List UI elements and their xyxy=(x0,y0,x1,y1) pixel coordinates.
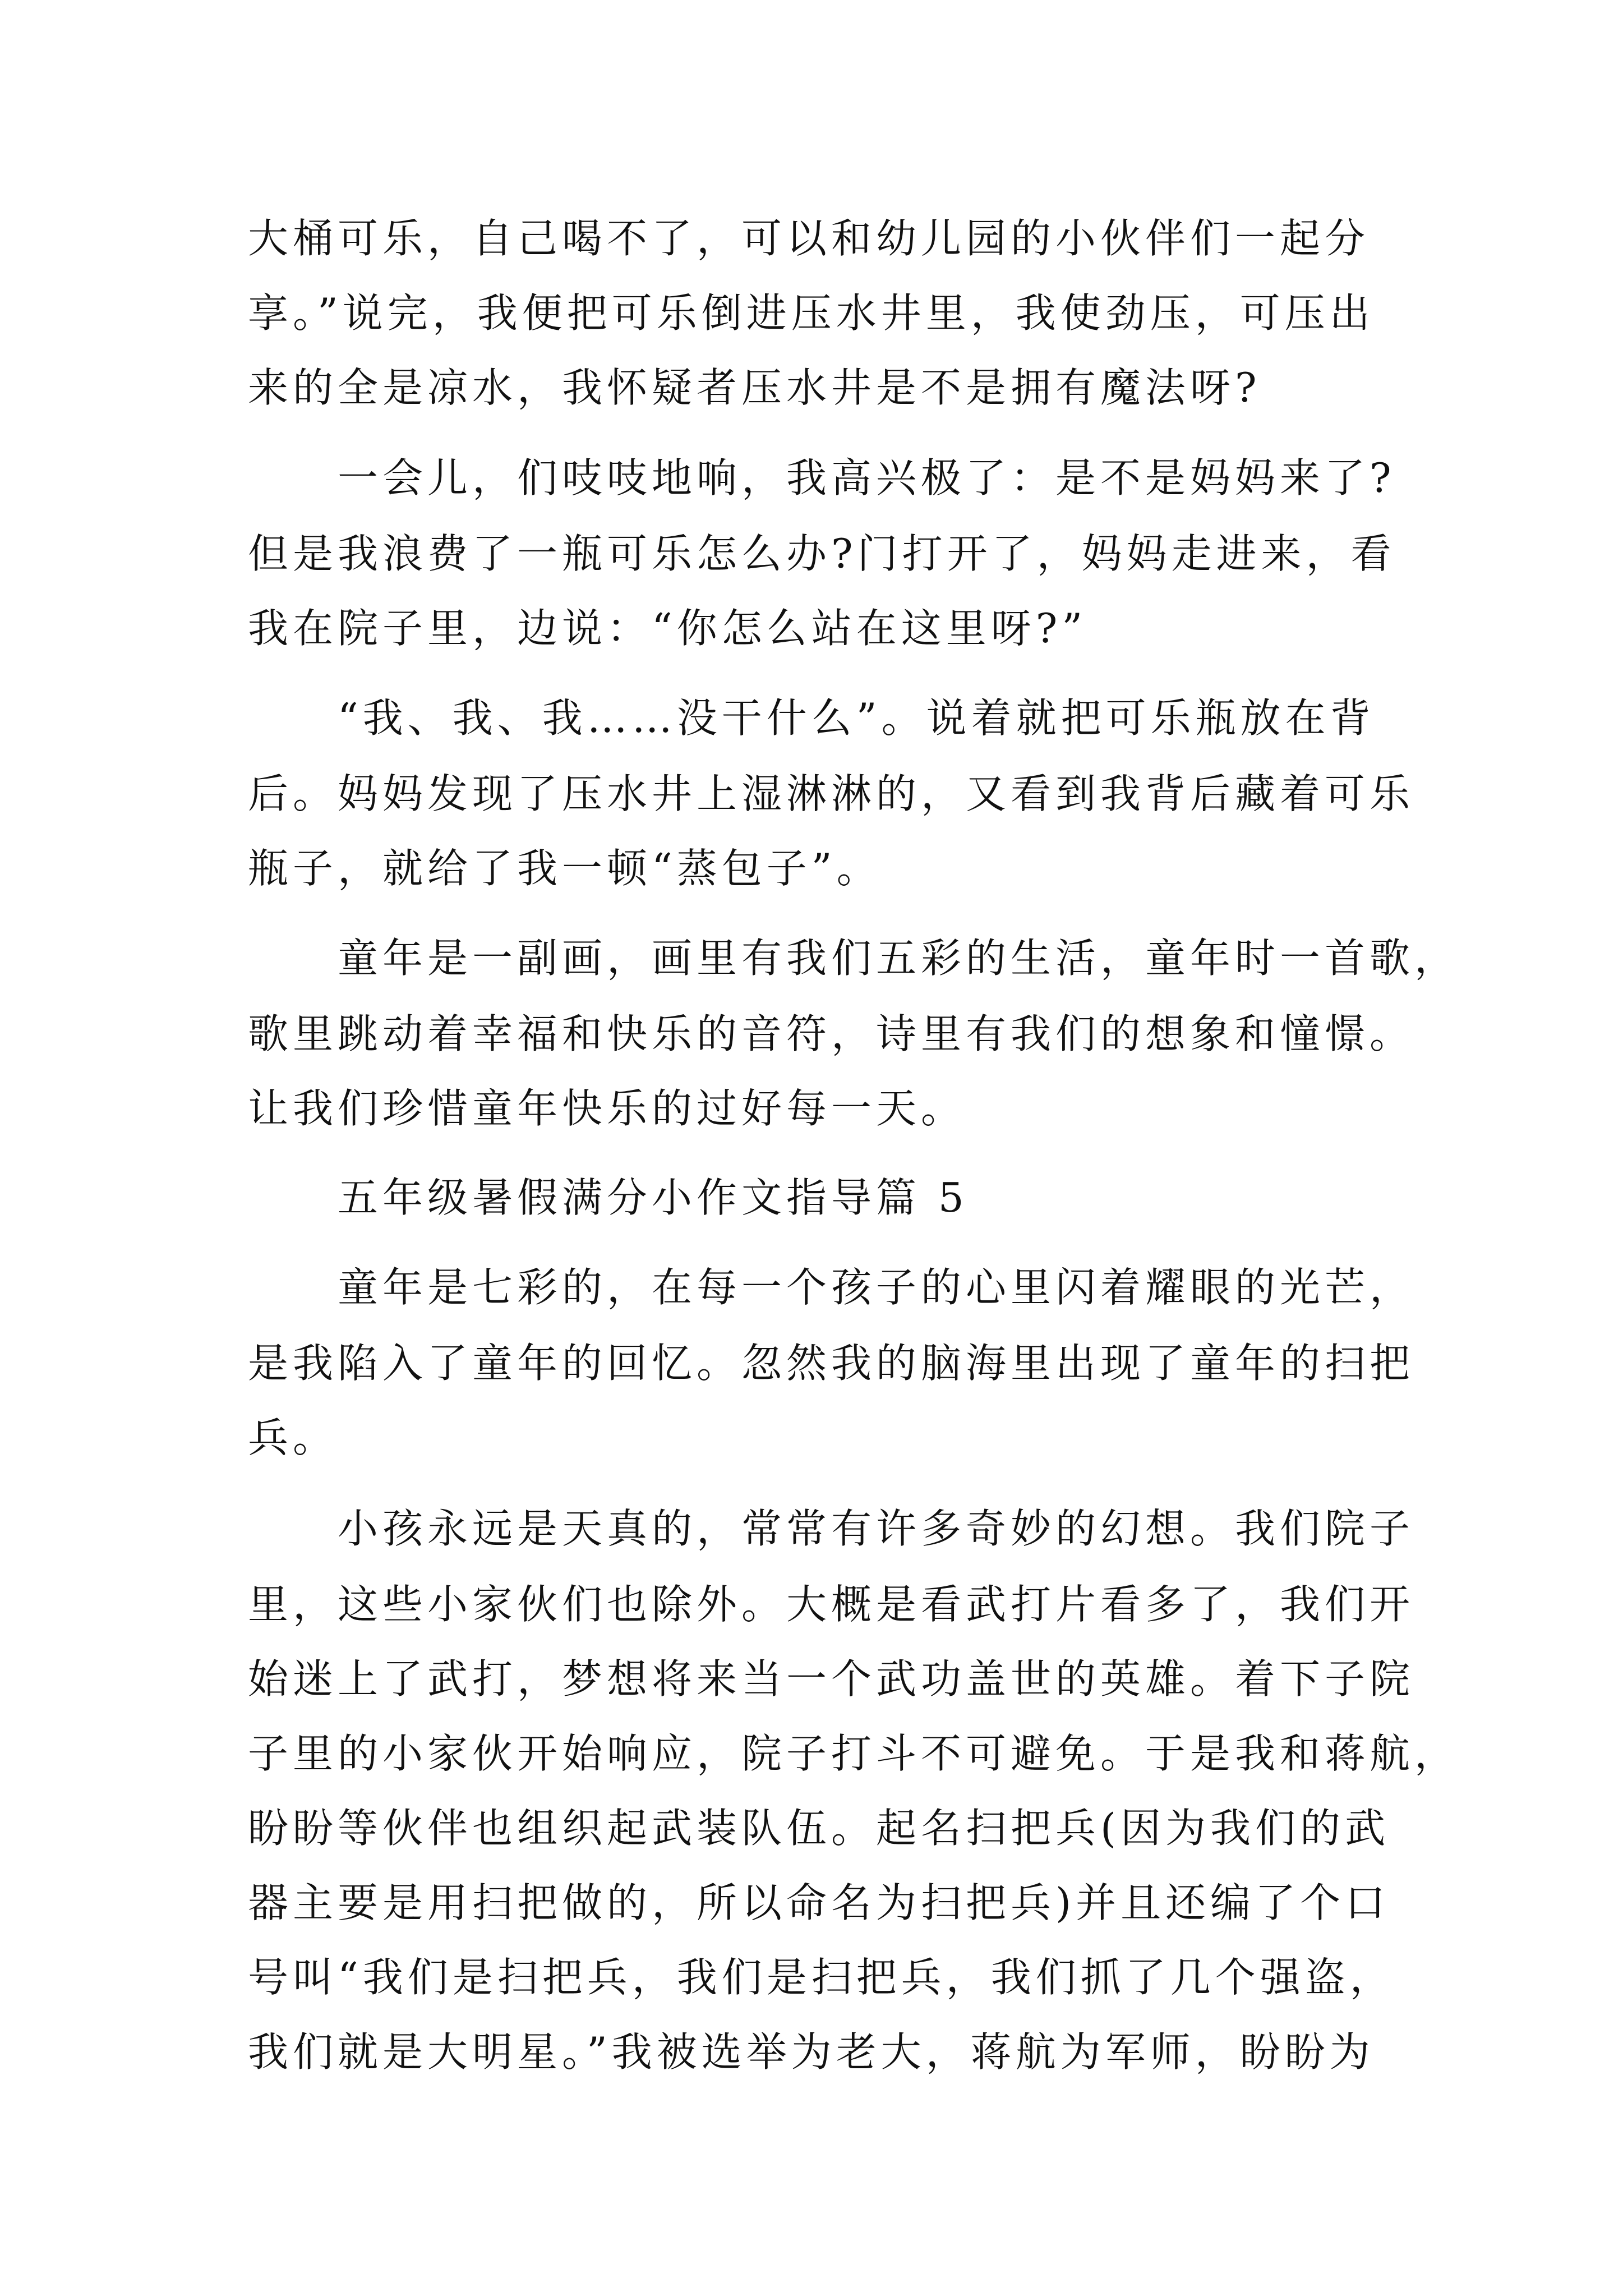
text-line: 一会儿，们吱吱地响，我高兴极了：是不是妈妈来了? xyxy=(338,454,1396,501)
text-line: 童年是一副画，画里有我们五彩的生活，童年时一首歌， xyxy=(338,935,1460,982)
text-line: 歌里跳动着幸福和快乐的音符，诗里有我们的想象和憧憬。 xyxy=(248,1010,1415,1057)
text-line: 后。妈妈发现了压水井上湿淋淋的，又看到我背后藏着可乐 xyxy=(248,770,1415,817)
text-line: 兵。 xyxy=(248,1414,338,1461)
text-line: 我在院子里，边说：“你怎么站在这里呀?” xyxy=(248,605,1087,652)
text-line: 瓶子，就给了我一顿“蒸包子”。 xyxy=(248,845,882,892)
text-line: 器主要是用扫把做的，所以命名为扫把兵)并且还编了个口 xyxy=(248,1879,1390,1926)
text-line: 盼盼等伙伴也组织起武装队伍。起名扫把兵(因为我们的武 xyxy=(248,1805,1390,1852)
text-line: 享。”说完，我便把可乐倒进压水井里，我使劲压，可压出 xyxy=(248,289,1375,337)
text-line: 号叫“我们是扫把兵，我们是扫把兵，我们抓了几个强盗， xyxy=(248,1954,1395,2001)
text-line: 子里的小家伙开始响应，院子打斗不可避免。于是我和蒋航， xyxy=(248,1730,1460,1777)
text-line: 但是我浪费了一瓶可乐怎么办?门打开了，妈妈走进来，看 xyxy=(248,530,1396,577)
text-line: 是我陷入了童年的回忆。忽然我的脑海里出现了童年的扫把 xyxy=(248,1340,1415,1387)
text-line: “我、我、我……没干什么”。说着就把可乐瓶放在背 xyxy=(338,694,1375,742)
section-heading: 五年级暑假满分小作文指导篇 5 xyxy=(338,1174,969,1221)
text-line: 让我们珍惜童年快乐的过好每一天。 xyxy=(248,1085,966,1132)
text-line: 大桶可乐，自己喝不了，可以和幼儿园的小伙伴们一起分 xyxy=(248,215,1370,262)
text-line: 我们就是大明星。”我被选举为老大，蒋航为军师，盼盼为 xyxy=(248,2028,1375,2076)
text-line: 里，这些小家伙们也除外。大概是看武打片看多了，我们开 xyxy=(248,1581,1415,1628)
text-line: 童年是七彩的，在每一个孩子的心里闪着耀眼的光芒， xyxy=(338,1264,1415,1311)
text-line: 来的全是凉水，我怀疑者压水井是不是拥有魔法呀? xyxy=(248,364,1261,411)
text-line: 小孩永远是天真的，常常有许多奇妙的幻想。我们院子 xyxy=(338,1505,1415,1552)
text-line: 始迷上了武打，梦想将来当一个武功盖世的英雄。着下子院 xyxy=(248,1655,1415,1703)
